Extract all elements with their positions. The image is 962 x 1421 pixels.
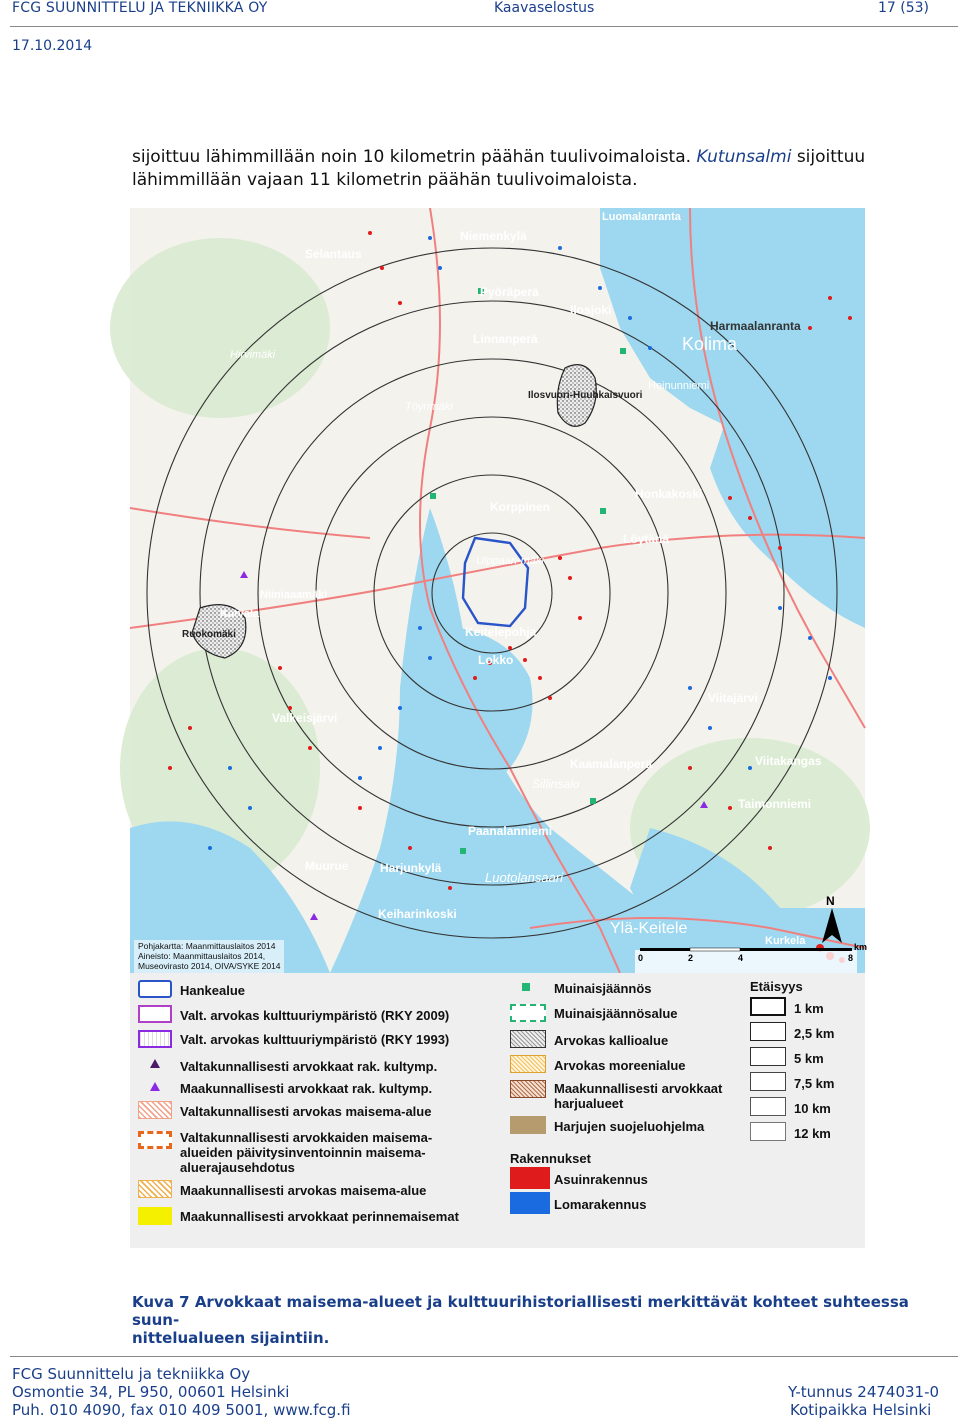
credit-line-1: Pohjakartta: Maanmittauslaitos 2014 (138, 941, 276, 951)
label-valkeisjarvi: Valkeisjärvi (272, 711, 338, 725)
label-harjunkyla: Harjunkylä (380, 861, 442, 875)
header-company: FCG SUUNNITTELU JA TEKNIIKKA OY (12, 0, 268, 16)
legend-distance-4: 7,5 km (794, 1076, 835, 1091)
legend-item-relic-area: Muinaisjäännösalue (554, 1006, 678, 1021)
body-line2: lähimmillään vajaan 11 kilometrin päähän tuulivoimaloista. (132, 170, 638, 190)
legend-item-national-landscape: Valtakunnallisesti arvokas maisema-alue (180, 1104, 432, 1119)
label-honkakoski: Honkakoski (635, 487, 703, 501)
swatch-rky-1993 (138, 1030, 172, 1048)
swatch-ring-10km (750, 1097, 786, 1116)
footer-business-id: Y-tunnus 2474031-0 (788, 1383, 940, 1401)
swatch-ring-1km (750, 997, 786, 1016)
swatch-ring-2-5km (750, 1022, 786, 1041)
figure-caption (132, 1293, 958, 1347)
label-pyorapera: Pyöräperä (480, 285, 539, 299)
legend-item-residential: Asuinrakennus (554, 1172, 648, 1187)
scale-unit: km (854, 942, 868, 952)
label-loytana: Löytänä (623, 532, 670, 546)
label-kolima: Kolima (682, 334, 738, 354)
label-viitajarvi: Viitajärvi (708, 691, 758, 705)
swatch-rock-area (510, 1030, 546, 1048)
swatch-moraine-area (510, 1055, 546, 1073)
footer-domicile: Kotipaikka Helsinki (790, 1401, 932, 1419)
caption-line-2: nittelualueen sijaintiin. (132, 1329, 330, 1347)
label-viitakangas: Viitakangas (755, 754, 822, 768)
label-luotolansaari: Luotolansaari (485, 870, 564, 885)
swatch-relic-area (510, 1004, 546, 1022)
legend-item-national-built: Valtakunnallisesti arvokkaat rak. kultymp. (180, 1059, 438, 1074)
label-keiharinkoski: Keiharinkoski (378, 907, 457, 921)
label-linnanpera: Linnanperä (473, 332, 538, 346)
map-legend (130, 973, 865, 1248)
swatch-ring-5km (750, 1047, 786, 1066)
legend-item-relic: Muinaisjäännös (554, 981, 652, 996)
swatch-ring-7-5km (750, 1072, 786, 1091)
swatch-ridge-area (510, 1080, 546, 1098)
label-niemenkyla: Niemenkylä (460, 229, 527, 243)
label-ilosjoki: Ilosjoki (570, 303, 612, 317)
swatch-holiday (510, 1192, 550, 1214)
label-taimonniemi: Taimonniemi (738, 797, 812, 811)
credit-line-2: Aineisto: Maanmittauslaitos 2014, (138, 951, 266, 961)
legend-distance-6: 12 km (794, 1126, 831, 1141)
footer-company: FCG Suunnittelu ja tekniikka Oy (12, 1365, 251, 1383)
body-line1-end: sijoittuu (791, 147, 866, 167)
legend-buildings-title: Rakennukset (510, 1151, 591, 1166)
label-heinunniemi: Heinunniemi (648, 380, 710, 392)
label-kurkela: Kurkela (765, 935, 806, 947)
body-line1-start: sijoittuu lähimmillään noin 10 kilometrin päähän tuulivoimaloista. (132, 147, 697, 167)
caption-line-1: Kuva 7 Arvokkaat maisema-alueet ja kulttuurihistoriallisesti merkittävät kohteet suhteessa suun- (132, 1293, 909, 1329)
swatch-ring-12km (750, 1122, 786, 1141)
header-page-number: 17 (53) (878, 0, 930, 16)
swatch-traditional-landscape (138, 1207, 172, 1225)
swatch-project-area (138, 980, 172, 998)
map-figure (130, 208, 868, 973)
legend-item-traditional-landscape: Maakunnallisesti arvokkaat perinnemaisemat (180, 1209, 459, 1224)
legend-distance-3: 5 km (794, 1051, 824, 1066)
label-kaamalanpera: Kaamalanperä (570, 757, 653, 771)
header-document-type: Kaavaselostus (494, 0, 595, 16)
scale-tick-2: 2 (688, 953, 694, 963)
body-paragraph (132, 146, 962, 192)
legend-item-regional-built: Maakunnallisesti arvokkaat rak. kultymp. (180, 1081, 433, 1096)
scale-tick-8: 8 (848, 953, 854, 963)
header-date: 17.10.2014 (12, 38, 93, 54)
swatch-regional-triangle-icon (150, 1082, 160, 1091)
map-credits (138, 941, 281, 971)
legend-item-moraine: Arvokas moreenialue (554, 1058, 686, 1073)
label-muurue: Muurue (305, 859, 349, 873)
label-korppinen: Korppinen (490, 500, 550, 514)
label-sillinsalo: Sillinsalo (532, 777, 580, 791)
footer-contact: Puh. 010 4090, fax 010 409 5001, www.fcg.fi (12, 1401, 351, 1419)
label-selantaus: Selantaus (305, 247, 362, 261)
label-ilosvuori: Ilosvuori-Huuhkaisvuori (528, 390, 643, 401)
page-header (0, 0, 960, 60)
legend-distance-1: 1 km (794, 1001, 824, 1016)
legend-distance-5: 10 km (794, 1101, 831, 1116)
credit-line-3: Museovirasto 2014, OIVA/SYKE 2014 (138, 961, 281, 971)
label-ulppaanmaki: Ulppaan-mäki (476, 555, 544, 567)
label-ruokomaki: Ruokomäki (182, 629, 236, 640)
swatch-landscape-proposal (138, 1131, 172, 1149)
scale-tick-0: 0 (638, 953, 644, 963)
label-lokko: Lokko (478, 653, 514, 667)
footer-address: Osmontie 34, PL 950, 00601 Helsinki (12, 1383, 290, 1401)
label-hirvimaki: Hirvimäki (230, 349, 276, 361)
legend-item-rky1993: Valt. arvokas kulttuuriympäristö (RKY 1993) (180, 1032, 450, 1047)
legend-item-landscape-proposal: Valtakunnallisesti arvokkaiden maisema-alueiden päivitysinventoinnin maisema-aluerajausehdotus (180, 1130, 433, 1175)
legend-distance-title: Etäisyys (750, 979, 803, 994)
legend-item-rock: Arvokas kallioalue (554, 1033, 669, 1048)
legend-item-holiday: Lomarakennus (554, 1197, 647, 1212)
label-harmaalanranta: Harmaalanranta (710, 319, 801, 333)
legend-item-project: Hankealue (180, 983, 246, 998)
map-canvas (130, 208, 868, 973)
header-divider (10, 26, 958, 27)
swatch-ridge-protection (510, 1116, 546, 1134)
legend-distance-2: 2,5 km (794, 1026, 835, 1041)
label-niiniaaamaki: Niiniaaamäki (260, 589, 328, 601)
legend-item-regional-landscape: Maakunnallisesti arvokas maisema-alue (180, 1183, 427, 1198)
swatch-national-landscape (138, 1101, 172, 1119)
footer-divider (10, 1356, 958, 1357)
swatch-national-triangle-icon (150, 1059, 160, 1068)
label-luomalanranta: Luomalanranta (602, 211, 681, 223)
legend-item-ridge: Maakunnallisesti arvokkaat harjualueet (554, 1081, 723, 1111)
label-toyrimaki: Töyrimäki (405, 401, 453, 413)
swatch-rky-2009 (138, 1005, 172, 1023)
body-place-name: Kutunsalmi (696, 147, 792, 167)
swatch-regional-landscape (138, 1180, 172, 1198)
swatch-relic-dot (522, 983, 530, 991)
label-paanalanniemi: Paanalanniemi (468, 824, 553, 838)
label-keitelepohja: Keitelepohja (465, 625, 537, 639)
scale-tick-4: 4 (738, 953, 744, 963)
label-katvala: Katvala (220, 608, 260, 620)
label-yla-keitele: Ylä-Keitele (610, 920, 688, 937)
legend-item-ridge-protection: Harjujen suojeluohjelma (554, 1119, 705, 1134)
swatch-residential (510, 1167, 550, 1189)
svg-text:N: N (826, 894, 835, 908)
legend-item-rky2009: Valt. arvokas kulttuuriympäristö (RKY 2009) (180, 1008, 450, 1023)
